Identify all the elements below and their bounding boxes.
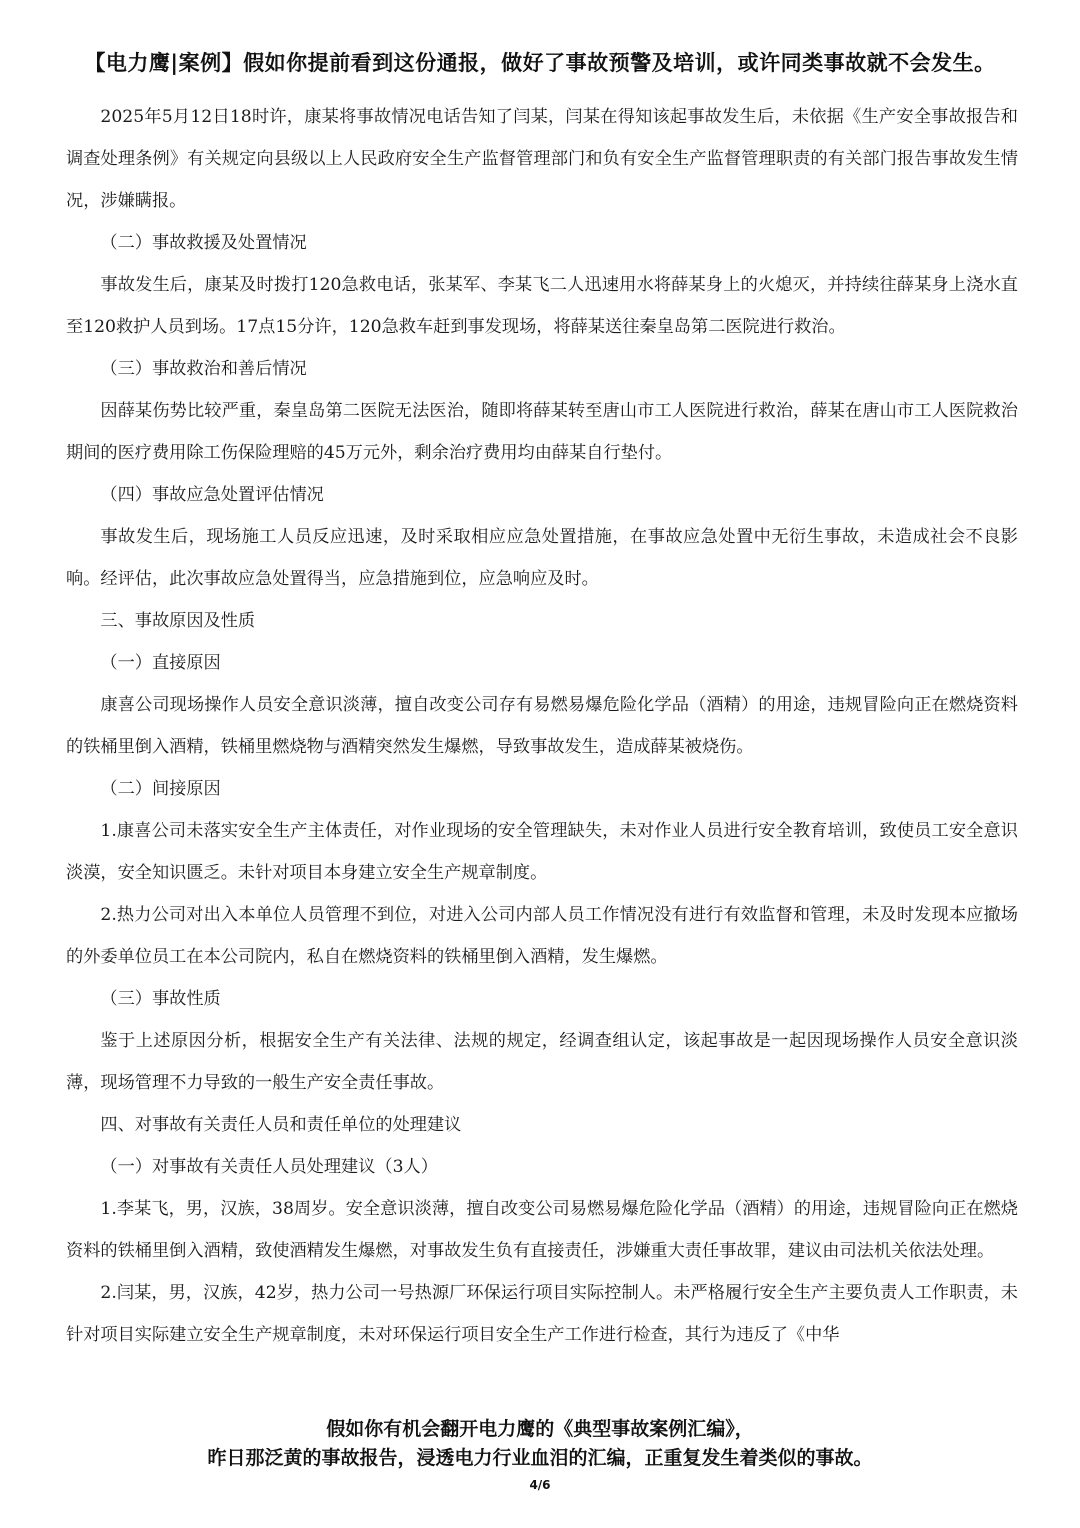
heading-cause-nature: 三、事故原因及性质 bbox=[100, 611, 256, 631]
footer-line-1: 假如你有机会翻开电力鹰的《典型事故案例汇编》， bbox=[326, 1418, 754, 1440]
paragraph-indirect-cause-1: 1.康喜公司未落实安全生产主体责任，对作业现场的安全管理缺失，未对作业人员进行安全教育培训，致使员工安全意识淡漠，安全知识匮乏。未针对项目本身建立安全生产规章制度。 bbox=[66, 821, 1018, 883]
heading-treatment: （三）事故救治和善后情况 bbox=[100, 359, 307, 379]
paragraph-nature: 鉴于上述原因分析，根据安全生产有关法律、法规的规定，经调查组认定，该起事故是一起因现场操作人员安全意识淡薄，现场管理不力导致的一般生产安全责任事故。 bbox=[66, 1031, 1018, 1093]
footer-promo bbox=[40, 1415, 1040, 1473]
paragraph-emergency-eval: 事故发生后，现场施工人员反应迅速，及时采取相应应急处置措施，在事故应急处置中无衍生事故，未造成社会不良影响。经评估，此次事故应急处置得当，应急措施到位，应急响应及时。 bbox=[66, 527, 1018, 589]
paragraph-rescue: 事故发生后，康某及时拨打120急救电话，张某军、李某飞二人迅速用水将薛某身上的火熄灭，并持续往薛某身上浇水直至120救护人员到场。17点15分许，120急救车赶到事发现场，将薛某送往秦皇岛第二医院进行救治。 bbox=[66, 275, 1018, 337]
paragraph-direct-cause: 康喜公司现场操作人员安全意识淡薄，擅自改变公司存有易燃易爆危险化学品（酒精）的用途，违规冒险向正在燃烧资料的铁桶里倒入酒精，铁桶里燃烧物与酒精突然发生爆燃，导致事故发生，造成薛某被烧伤。 bbox=[66, 695, 1018, 757]
heading-handling-suggestions: 四、对事故有关责任人员和责任单位的处理建议 bbox=[100, 1115, 462, 1135]
heading-emergency-eval: （四）事故应急处置评估情况 bbox=[100, 485, 324, 505]
heading-nature: （三）事故性质 bbox=[100, 989, 221, 1009]
heading-personnel-suggestions: （一）对事故有关责任人员处理建议（3人） bbox=[100, 1157, 438, 1177]
heading-rescue: （二）事故救援及处置情况 bbox=[100, 233, 307, 253]
footer-line-2: 昨日那泛黄的事故报告，浸透电力行业血泪的汇编，正重复发生着类似的事故。 bbox=[207, 1447, 873, 1469]
paragraph-indirect-cause-2: 2.热力公司对出入本单位人员管理不到位，对进入公司内部人员工作情况没有进行有效监督和管理，未及时发现本应撤场的外委单位员工在本公司院内，私自在燃烧资料的铁桶里倒入酒精，发生爆燃。 bbox=[66, 905, 1018, 967]
page-number: 4/6 bbox=[529, 1478, 551, 1492]
paragraph-person-1: 1.李某飞，男，汉族，38周岁。安全意识淡薄，擅自改变公司易燃易爆危险化学品（酒精）的用途，违规冒险向正在燃烧资料的铁桶里倒入酒精，致使酒精发生爆燃，对事故发生负有直接责任，涉嫌重大责任事故罪，建议由司法机关依法处理。 bbox=[66, 1199, 1018, 1261]
heading-indirect-cause: （二）间接原因 bbox=[100, 779, 221, 799]
paragraph-treatment: 因薛某伤势比较严重，秦皇岛第二医院无法医治，随即将薛某转至唐山市工人医院进行救治，薛某在唐山市工人医院救治期间的医疗费用除工伤保险理赔的45万元外，剩余治疗费用均由薛某自行垫付。 bbox=[66, 401, 1018, 463]
header-title: 【电力鹰|案例】假如你提前看到这份通报，做好了事故预警及培训，或许同类事故就不会发生。 bbox=[84, 51, 996, 75]
document-body bbox=[66, 96, 1018, 1356]
paragraph-person-2: 2.闫某，男，汉族，42岁，热力公司一号热源厂环保运行项目实际控制人。未严格履行安全生产主要负责人工作职责，未针对项目实际建立安全生产规章制度，未对环保运行项目安全生产工作进行检查，其行为违反了《中华 bbox=[66, 1283, 1018, 1345]
heading-direct-cause: （一）直接原因 bbox=[100, 653, 221, 673]
paragraph-report-delay: 2025年5月12日18时许，康某将事故情况电话告知了闫某，闫某在得知该起事故发生后，未依据《生产安全事故报告和调查处理条例》有关规定向县级以上人民政府安全生产监督管理部门和负有安全生产监督管理职责的有关部门报告事故发生情况，涉嫌瞒报。 bbox=[66, 107, 1018, 211]
